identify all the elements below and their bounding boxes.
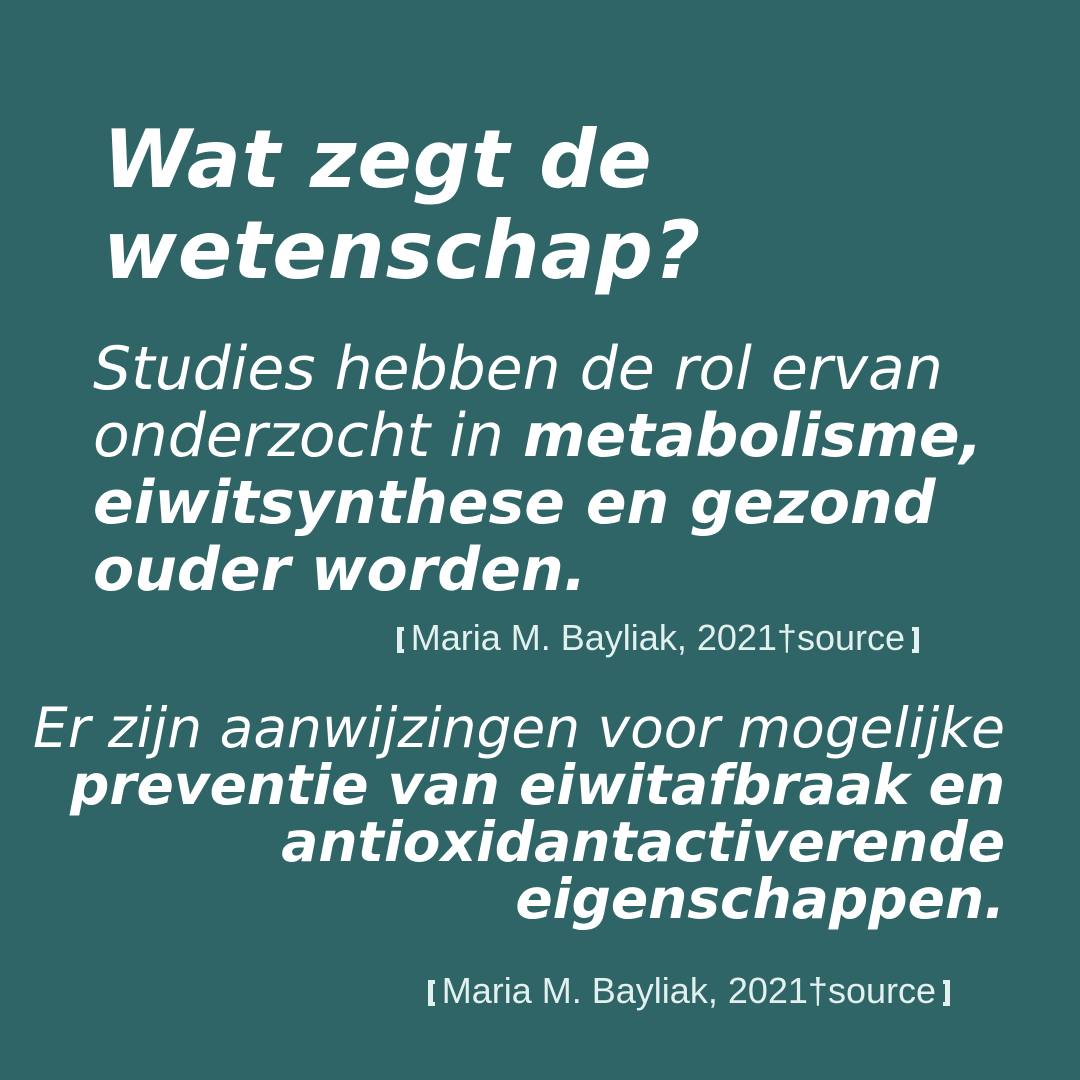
paragraph-studies	[93, 336, 982, 604]
citation-second	[428, 969, 950, 1013]
text-segment: onderzocht in	[93, 401, 523, 471]
paragraph-studies-line-4	[93, 537, 982, 604]
citation-first	[397, 616, 919, 660]
page-title	[103, 114, 701, 296]
paragraph-studies-line-1	[93, 336, 982, 403]
lenticular-bracket-right-icon	[943, 980, 950, 1006]
lenticular-bracket-right-icon	[912, 627, 919, 653]
citation-text: Maria M. Bayliak, 2021†source	[441, 970, 936, 1011]
paragraph-evidence-line-2	[33, 753, 1005, 817]
paragraph-studies-line-3	[93, 470, 982, 537]
text-segment-emphasis: ouder worden.	[93, 535, 587, 605]
text-segment-emphasis: metabolisme,	[523, 401, 983, 471]
paragraph-evidence-line-1	[33, 696, 1005, 760]
text-segment-emphasis: antioxidantactiverende	[281, 810, 1005, 874]
text-segment-emphasis: eigenschappen.	[515, 867, 1005, 931]
title-line-2: wetenschap?	[103, 204, 702, 297]
title-line-1: Wat zegt de	[103, 113, 653, 206]
text-segment: Er zijn aanwijzingen voor mogelijke	[33, 696, 1005, 760]
text-segment: Studies hebben de rol ervan	[93, 334, 943, 404]
paragraph-evidence-line-4	[33, 867, 1005, 931]
text-segment-emphasis: eiwitsynthese en gezond	[93, 468, 936, 538]
text-segment-emphasis: preventie van eiwitafbraak en	[69, 753, 1005, 817]
paragraph-evidence-line-3	[33, 810, 1005, 874]
lenticular-bracket-left-icon	[397, 627, 404, 653]
paragraph-studies-line-2	[93, 403, 982, 470]
citation-text: Maria M. Bayliak, 2021†source	[410, 617, 905, 658]
lenticular-bracket-left-icon	[428, 980, 435, 1006]
paragraph-evidence	[33, 696, 1005, 931]
